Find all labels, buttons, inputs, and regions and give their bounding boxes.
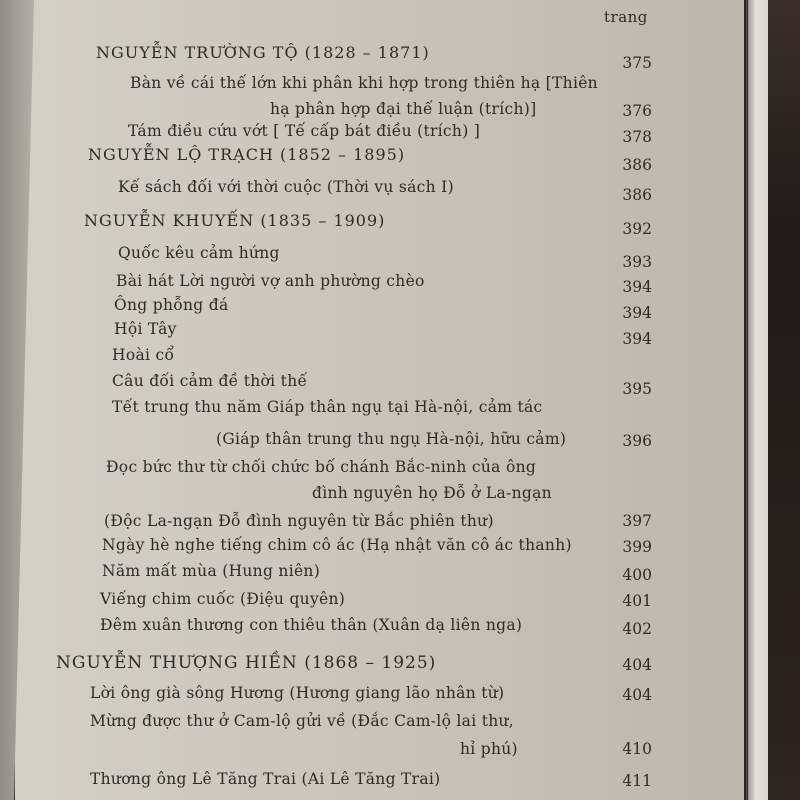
toc-page-number: 411 (622, 772, 652, 790)
toc-work: Tết trung thu năm Giáp thân ngụ tại Hà-nội, cảm tác (112, 398, 543, 416)
toc-page-number: 394 (622, 330, 652, 348)
toc-page-number: 395 (622, 380, 652, 398)
toc-page-number: 392 (622, 220, 652, 238)
toc-page-number: 402 (622, 620, 652, 638)
toc-page-number: 393 (622, 253, 652, 271)
toc-work: Ngày hè nghe tiếng chim cô ác (Hạ nhật văn cô ác thanh) (102, 536, 572, 554)
toc-page-number: 404 (622, 656, 652, 674)
toc-page-number: 399 (622, 538, 652, 556)
toc-work: Ông phỗng đá (114, 296, 229, 314)
toc-page-number: 396 (622, 432, 652, 450)
page-column-header: trang (604, 8, 648, 26)
toc-page-number: 378 (622, 128, 652, 146)
toc-author: NGUYỄN THƯỢNG HIỀN (1868 – 1925) (56, 653, 437, 673)
toc-work: Đêm xuân thương con thiêu thân (Xuân dạ liên nga) (100, 616, 523, 634)
toc-work: Câu đối cảm đề thời thế (112, 372, 308, 390)
toc-author: NGUYỄN LỘ TRẠCH (1852 – 1895) (88, 145, 406, 164)
toc-page-number: 410 (622, 740, 652, 758)
toc-work: Hội Tây (114, 320, 177, 338)
toc-work-continued: hạ phân hợp đại thế luận (trích)] (270, 100, 537, 118)
toc-work: Viếng chim cuốc (Điệu quyên) (100, 590, 346, 608)
toc-work-continued: đình nguyên họ Đỗ ở La-ngạn (312, 484, 552, 502)
toc-work: Đọc bức thư từ chối chức bố chánh Bắc-ninh của ông (106, 458, 537, 476)
toc-work: Quốc kêu cảm hứng (118, 244, 280, 262)
toc-page-number: 401 (622, 592, 652, 610)
toc-work-continued: (Giáp thân trung thu ngụ Hà-nội, hữu cảm) (216, 430, 567, 448)
toc-page-number: 376 (622, 102, 652, 120)
toc-work: (Độc La-ngạn Đỗ đình nguyên từ Bắc phiên thư) (104, 512, 494, 530)
toc-page-number: 386 (622, 156, 652, 174)
toc-page-number: 397 (622, 512, 652, 530)
toc-page-number: 394 (622, 278, 652, 296)
toc-author: NGUYỄN TRƯỜNG TỘ (1828 – 1871) (96, 43, 430, 62)
toc-work: Tám điều cứu vớt [ Tế cấp bát điều (trích) ] (128, 122, 481, 140)
toc-page-number: 404 (622, 686, 652, 704)
toc-work: Hoài cổ (112, 346, 175, 364)
toc-page-number: 386 (622, 186, 652, 204)
toc-work: Bàn về cái thế lớn khi phân khi hợp trong thiên hạ [Thiên (130, 74, 598, 92)
toc-work-continued: hỉ phú) (460, 740, 518, 758)
toc-work: Năm mất mùa (Hung niên) (102, 562, 321, 580)
toc-page-number: 394 (622, 304, 652, 322)
toc-author: NGUYỄN KHUYẾN (1835 – 1909) (84, 211, 386, 230)
toc-page-number: 400 (622, 566, 652, 584)
toc-work: Lời ông già sông Hương (Hương giang lão nhân từ) (90, 684, 505, 702)
toc-work: Thương ông Lê Tăng Trai (Ai Lê Tăng Trai) (90, 770, 441, 788)
toc-work: Kế sách đối với thời cuộc (Thời vụ sách I) (118, 178, 454, 196)
toc-page-number: 375 (622, 54, 652, 72)
toc-work: Mừng được thư ở Cam-lộ gửi về (Đắc Cam-lộ lai thư, (90, 712, 515, 730)
toc-work: Bài hát Lời người vợ anh phường chèo (116, 272, 425, 290)
